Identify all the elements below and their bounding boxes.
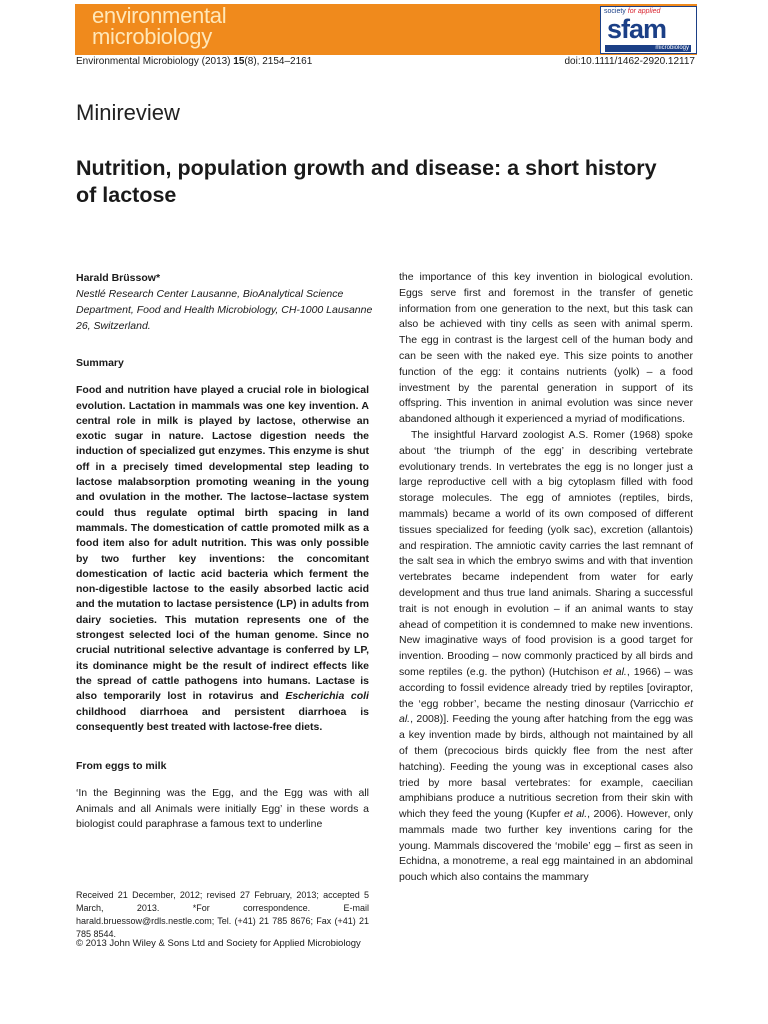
citation-volume: 15 <box>233 56 245 67</box>
section-text-eggs-to-milk: ‘In the Beginning was the Egg, and the Egg was with all Animals and all Animals were initially Egg’ in these words a biologist could paraphrase a famous text to underline <box>76 787 369 831</box>
summary-text-2: childhood diarrhoea and persistent diarrhoea is consequently best treated with lactose-free diets. <box>76 705 369 733</box>
paragraph-2-part-a: The insightful Harvard zoologist A.S. Romer (1968) spoke about ‘the triumph of the egg’ in describing vertebrate evolutionary trends. In vertebrates the egg is no longer just a large reproductive cell with a big cytoplasm filled with food storage molecules. The egg of amniotes (reptiles, birds, mammals) became a world of its own composed of different tissues specialized for feeding (yolk sac), excretion (allantois) and respiration. The amniotic cavity carries the last remnant of the salt sea in which the embryo swims and with that invention vertebrates became independent from water for early development and thus true land animals. Sharing a successful trait is not enough in evolution – if an animal wants to stay ahead of competition it is condemned to make new inventions. New imaginative ways of food provision is a good target for invention. Brooding – now commonly practiced by all birds and some reptiles (e.g. the python) (Hutchison <box>399 428 693 678</box>
article-type: Minireview <box>76 100 180 125</box>
sfam-logo-sub: microbiology <box>605 45 691 52</box>
et-al-1: et al. <box>603 665 627 678</box>
journal-name-line1: environmental <box>92 3 227 28</box>
journal-name <box>92 5 226 47</box>
citation-prefix: Environmental Microbiology (2013) <box>76 56 234 67</box>
summary-text-italic: Escherichia coli <box>285 690 369 703</box>
paragraph-2-part-d: , 2006). However, only mammals made two further key inventions caring for the young. Mammals discovered the ‘mobile’ egg – first as seen in Echidna, a monotreme, a real egg maintained in an abdominal pouch which also contains the mammary <box>399 808 693 884</box>
section-heading-eggs-to-milk: From eggs to milk <box>76 760 167 773</box>
journal-citation <box>76 56 312 67</box>
doi[interactable]: doi:10.1111/1462-2920.12117 <box>564 56 695 67</box>
citation-suffix: (8), 2154–2161 <box>244 56 313 67</box>
article-title: Nutrition, population growth and disease: a short history of lactose <box>76 156 657 207</box>
journal-name-line2: microbiology <box>92 24 212 49</box>
summary-text-1: Food and nutrition have played a crucial role in biological evolution. Lactation in mammals was one key invention. A central role in milk is played by lactose, otherwise an exotic sugar in nature. Lactose digestion needs the induction of specialized gut enzymes. This enzyme is shut off in a precisely timed developmental step leading to lactose malabsorption promoting weaning in the young and ovulation in the mother. The lactose–lactase system could thus regulate optimal birth spacing in land mammals. The domestication of cattle promoted milk as a food item also for adult nutrition. This was only possible by two further key inventions: the concomitant domestication of lactic acid bacteria which ferment the non-digestible lactose to the easily absorbed lactic acid and the mutation to lactase persistence (LP) in adults from dairy societies. This mutation represents one of the strongest selected loci of the human genome. Since no crucial nutritional selective advantage is conferred by LP, its dominance might be the result of indirect effects like the spread of cattle pathogens into humans. Lactase is also temporarily lost in rotavirus and <box>76 384 369 703</box>
sfam-logo-for: for applied <box>627 8 661 15</box>
sfam-logo-main: sfam <box>607 14 667 44</box>
paragraph-1: the importance of this key invention in biological evolution. Eggs serve first and foremost in the transfer of genetic information from one generation to the next, but this task can also be achieved with tiny cells as seen with animal sperm. The egg in contrast is the largest cell of the human body and can be seen with the naked eye. This size points to another function of the egg: it contains nutrients (yolk) – a food investment by the parental generation in support of its offspring. This invention in animal evolution was since never abandoned although it experienced a myriad of modifications. <box>399 271 693 426</box>
author-name: Harald Brüssow* <box>76 272 161 284</box>
paragraph-2 <box>399 428 693 886</box>
paragraph-2-part-b: , 1966) – was according to fossil evidence already tried by reptiles [oviraptor, the ‘egg robber’, became the nesting dinosaur (Varricchio <box>399 665 693 710</box>
et-al-2: et al. <box>399 697 693 726</box>
sfam-logo <box>600 6 697 54</box>
author-affiliation: Nestlé Research Center Lausanne, BioAnalytical Science Department, Food and Health Microbiology, CH-1000 Lausanne 26, Switzerland. <box>76 288 373 332</box>
sfam-logo-society-text: society <box>604 8 626 15</box>
left-column <box>76 356 369 832</box>
author-block <box>76 270 376 334</box>
footnote: Received 21 December, 2012; revised 27 February, 2013; accepted 5 March, 2013. *For correspondence. E-mail harald.bruessow@rdls.nestle.com; Tel. (+41) 21 785 8676; Fax (+41) 21 785 8544. <box>76 890 369 939</box>
summary-text <box>76 383 369 735</box>
paragraph-2-part-c: , 2008)]. Feeding the young after hatching from the egg was a key invention made by birds, although not maintained by all of them (precocious birds quickly flee from the nest after hatching). Feeding the young was in exceptional cases also tried by more basal vertebrates: for example, caecilian amphibians produce a nutritious secretion from their skin with which they feed the young (Kupfer <box>399 713 693 821</box>
right-column <box>399 270 693 886</box>
summary-heading: Summary <box>76 357 124 369</box>
copyright: © 2013 John Wiley & Sons Ltd and Society for Applied Microbiology <box>76 938 361 949</box>
et-al-3: et al. <box>563 808 588 821</box>
